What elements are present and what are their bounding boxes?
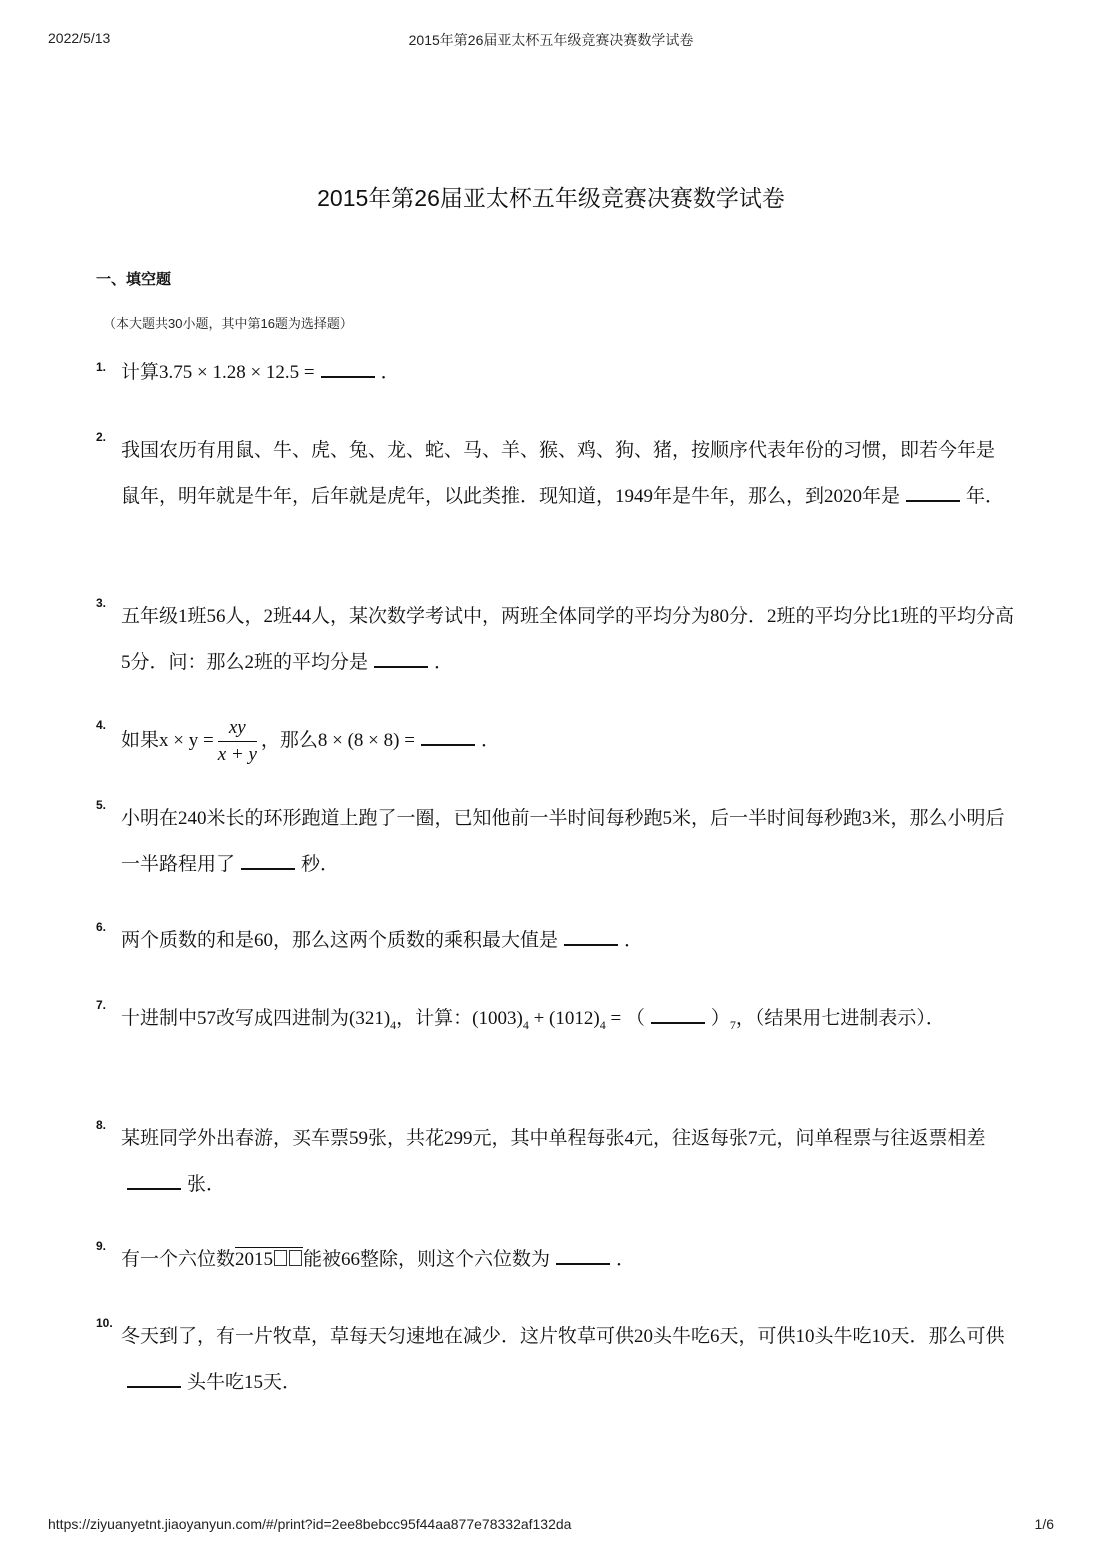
question-text: 有一个六位数 xyxy=(121,1249,236,1270)
question-text: 五年级1班56人，2班44人，某次数学考试中，两班全体同学的平均分为80分．2班的平均分比1班的平均分高5分．问：那么2班的平均分是 xyxy=(121,606,1015,673)
question-text-mid: 能被66整除，则这个六位数为 xyxy=(303,1249,551,1270)
question-number: 5. xyxy=(96,798,107,812)
answer-blank[interactable] xyxy=(651,1021,705,1024)
digit-box xyxy=(289,1250,302,1266)
question-7 xyxy=(96,996,1016,1048)
question-text-end: ，（结果用七进制表示）． xyxy=(735,1008,945,1029)
footer-url: https://ziyuanyetnt.jiaoyanyun.com/#/print?id=2ee8bebcc95f44aa877e78332af132da xyxy=(48,1516,572,1532)
answer-blank[interactable] xyxy=(421,743,475,746)
question-text-end: 张． xyxy=(187,1174,226,1195)
answer-blank[interactable] xyxy=(321,375,375,378)
subscript-base: 4 xyxy=(390,1017,397,1032)
question-text-mid: ） xyxy=(710,1008,730,1029)
question-text-end: ． xyxy=(434,652,454,673)
subscript-base: 7 xyxy=(729,1017,736,1032)
header-date: 2022/5/13 xyxy=(48,30,111,46)
question-text-mid: ，计算：(1003) xyxy=(396,1008,523,1029)
question-text-end: ． xyxy=(624,930,644,951)
answer-blank[interactable] xyxy=(241,867,295,870)
question-number: 6. xyxy=(96,920,107,934)
document-title: 2015年第26届亚太杯五年级竞赛决赛数学试卷 xyxy=(317,185,785,211)
question-text-end: 头牛吃15天． xyxy=(187,1372,302,1393)
question-number: 8. xyxy=(96,1118,107,1132)
question-text-mid: + (1012) xyxy=(528,1008,600,1029)
subscript-base: 4 xyxy=(522,1017,529,1032)
question-number: 9. xyxy=(96,1239,107,1253)
question-text: 计算3.75 × 1.28 × 12.5 = xyxy=(121,362,315,383)
question-number: 2. xyxy=(96,430,107,444)
question-text-end: ． xyxy=(380,362,400,383)
question-3 xyxy=(96,594,1016,686)
digit-box xyxy=(274,1250,287,1266)
question-text: 十进制中57改写成四进制为(321) xyxy=(121,1008,391,1029)
question-number: 3. xyxy=(96,596,107,610)
fraction xyxy=(218,717,257,766)
question-number: 10. xyxy=(96,1316,113,1330)
question-6 xyxy=(96,918,1016,964)
fraction-numerator: xy xyxy=(218,717,257,742)
question-text: 小明在240米长的环形跑道上跑了一圈，已知他前一半时间每秒跑5米，后一半时间每秒跑3米，那么小明后一半路程用了 xyxy=(121,808,1005,875)
question-text: 冬天到了，有一片牧草，草每天匀速地在减少．这片牧草可供20头牛吃6天，可供10头牛吃10天．那么可供 xyxy=(121,1326,1005,1347)
question-text: 两个质数的和是60，那么这两个质数的乘积最大值是 xyxy=(121,930,559,951)
answer-blank[interactable] xyxy=(127,1385,181,1388)
question-text: 某班同学外出春游，买车票59张，共花299元，其中单程每张4元，往返每张7元，问单程票与往返票相差 xyxy=(121,1128,986,1149)
section-title: 一、填空题 xyxy=(96,271,172,288)
overline-number xyxy=(235,1247,303,1270)
question-text-end: ． xyxy=(616,1249,636,1270)
answer-blank[interactable] xyxy=(556,1262,610,1265)
question-text-mid: ，那么8 × (8 × 8) = xyxy=(260,730,415,751)
question-4 xyxy=(96,716,1016,766)
overline-digits: 2015 xyxy=(235,1249,274,1270)
question-text-end: 秒． xyxy=(301,854,340,875)
answer-blank[interactable] xyxy=(127,1187,181,1190)
question-10 xyxy=(96,1314,1016,1406)
answer-blank[interactable] xyxy=(906,499,960,502)
question-1 xyxy=(96,358,1016,388)
fraction-denominator: x + y xyxy=(217,744,257,766)
header-title: 2015年第26届亚太杯五年级竞赛决赛数学试卷 xyxy=(408,32,694,48)
question-text-end: 年． xyxy=(966,486,1005,507)
answer-blank[interactable] xyxy=(564,943,618,946)
question-text-end: ． xyxy=(480,730,500,751)
section-note: （本大题共30小题，其中第16题为选择题） xyxy=(103,316,353,331)
question-text: 我国农历有用鼠、牛、虎、兔、龙、蛇、马、羊、猴、鸡、狗、猪，按顺序代表年份的习惯，即若今年是鼠年，明年就是牛年，后年就是虎年，以此类推．现知道，1949年是牛年，那么，到2020年是 xyxy=(121,440,996,507)
answer-blank[interactable] xyxy=(374,665,428,668)
question-number: 4. xyxy=(96,718,107,732)
question-8 xyxy=(96,1116,1016,1208)
question-9 xyxy=(96,1237,1016,1283)
question-5 xyxy=(96,796,1016,888)
footer-page-number: 1/6 xyxy=(1034,1516,1054,1532)
question-number: 7. xyxy=(96,998,107,1012)
question-text-mid: = （ xyxy=(605,1008,645,1029)
question-number: 1. xyxy=(96,360,107,374)
question-2 xyxy=(96,428,1016,520)
subscript-base: 4 xyxy=(599,1017,606,1032)
question-text: 如果x × y = xyxy=(121,730,214,751)
